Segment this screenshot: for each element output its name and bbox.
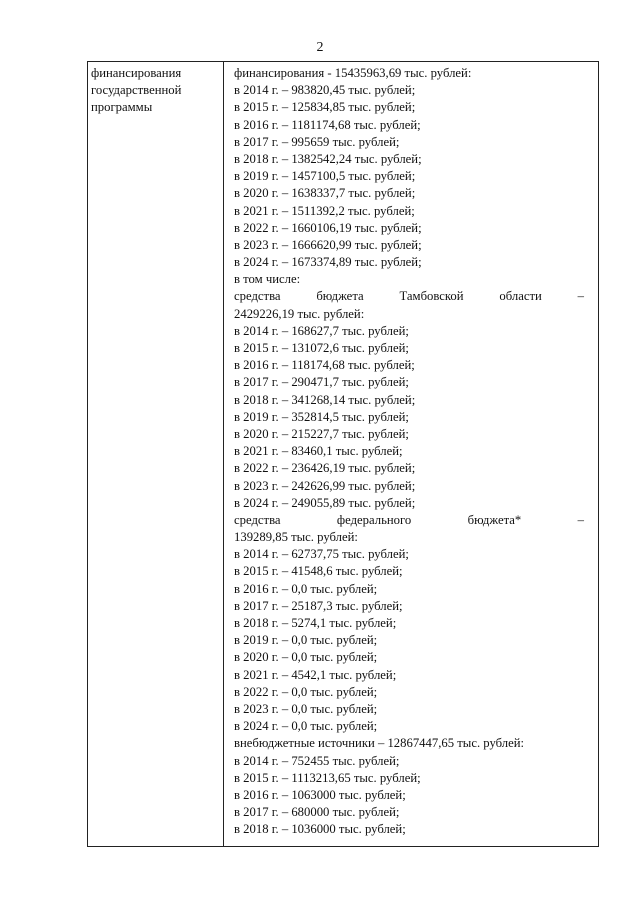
federal-year-line: в 2017 г. – 25187,3 тыс. рублей;: [234, 598, 403, 613]
regional-year-line: в 2024 г. – 249055,89 тыс. рублей;: [234, 495, 416, 510]
regional-year-line: в 2019 г. – 352814,5 тыс. рублей;: [234, 409, 409, 424]
federal-year-line: в 2023 г. – 0,0 тыс. рублей;: [234, 701, 378, 716]
federal-year-line: в 2014 г. – 62737,75 тыс. рублей;: [234, 547, 409, 562]
regional-budget-heading: [234, 288, 584, 305]
federal-heading-word: средства: [234, 512, 281, 527]
regional-heading-word: области: [499, 289, 542, 304]
federal-year-line: в 2015 г. – 41548,6 тыс. рублей;: [234, 564, 403, 579]
total-year-line: в 2024 г. – 1673374,89 тыс. рублей;: [234, 255, 422, 270]
federal-year-line: в 2020 г. – 0,0 тыс. рублей;: [234, 650, 378, 665]
regional-year-line: в 2015 г. – 131072,6 тыс. рублей;: [234, 341, 409, 355]
column-divider: [223, 62, 224, 846]
total-year-line: в 2015 г. – 125834,85 тыс. рублей;: [234, 100, 416, 115]
total-year-line: в 2014 г. – 983820,45 тыс. рублей;: [234, 83, 416, 98]
total-year-line: в 2016 г. – 1181174,68 тыс. рублей;: [234, 117, 421, 132]
total-year-line: в 2023 г. – 1666620,99 тыс. рублей;: [234, 237, 422, 252]
extrabudget-year-line: в 2016 г. – 1063000 тыс. рублей;: [234, 787, 406, 802]
regional-year-line: в 2020 г. – 215227,7 тыс. рублей;: [234, 426, 409, 441]
federal-year-line: в 2019 г. – 0,0 тыс. рублей;: [234, 633, 378, 648]
including-label: в том числе:: [234, 272, 301, 287]
federal-year-line: в 2016 г. – 0,0 тыс. рублей;: [234, 581, 378, 596]
row-label-line: государственной: [91, 83, 182, 98]
federal-heading-word: –: [577, 512, 584, 527]
federal-year-line: в 2022 г. – 0,0 тыс. рублей;: [234, 684, 378, 699]
regional-year-line: в 2017 г. – 290471,7 тыс. рублей;: [234, 375, 409, 390]
row-label-line: финансирования: [91, 66, 182, 80]
federal-year-line: в 2018 г. – 5274,1 тыс. рублей;: [234, 616, 397, 630]
regional-year-line: в 2023 г. – 242626,99 тыс. рублей;: [234, 478, 416, 493]
federal-budget-amount: 139289,85 тыс. рублей:: [234, 530, 358, 545]
regional-year-line: в 2021 г. – 83460,1 тыс. рублей;: [234, 444, 403, 459]
regional-heading-word: –: [577, 289, 584, 304]
page-number: 2: [316, 40, 324, 55]
regional-heading-word: бюджета: [316, 289, 364, 304]
total-financing-line: финансирования - 15435963,69 тыс. рублей:: [234, 66, 472, 80]
regional-year-line: в 2014 г. – 168627,7 тыс. рублей;: [234, 323, 409, 338]
row-value-cell: [234, 65, 584, 838]
total-year-line: в 2018 г. – 1382542,24 тыс. рублей;: [234, 151, 422, 166]
total-year-line: в 2017 г. – 995659 тыс. рублей;: [234, 134, 400, 149]
regional-year-line: в 2016 г. – 118174,68 тыс. рублей;: [234, 358, 415, 373]
total-year-line: в 2022 г. – 1660106,19 тыс. рублей;: [234, 220, 422, 235]
total-year-line: в 2021 г. – 1511392,2 тыс. рублей;: [234, 203, 415, 218]
total-year-line: в 2019 г. – 1457100,5 тыс. рублей;: [234, 169, 416, 184]
regional-year-line: в 2022 г. – 236426,19 тыс. рублей;: [234, 461, 416, 476]
regional-year-line: в 2018 г. – 341268,14 тыс. рублей;: [234, 392, 416, 407]
regional-budget-amount: 2429226,19 тыс. рублей:: [234, 306, 365, 321]
federal-heading-word: федерального: [336, 512, 412, 527]
federal-year-line: в 2021 г. – 4542,1 тыс. рублей;: [234, 667, 397, 682]
federal-heading-word: бюджета*: [467, 512, 522, 527]
regional-heading-word: Тамбовской: [399, 289, 464, 304]
total-year-line: в 2020 г. – 1638337,7 тыс. рублей;: [234, 186, 416, 201]
federal-year-line: в 2024 г. – 0,0 тыс. рублей;: [234, 719, 378, 734]
row-label-cell: [91, 65, 219, 117]
extrabudget-year-line: в 2015 г. – 1113213,65 тыс. рублей;: [234, 770, 421, 785]
federal-budget-heading: [234, 512, 584, 529]
financing-table: [87, 61, 599, 847]
extrabudget-year-line: в 2014 г. – 752455 тыс. рублей;: [234, 753, 400, 768]
extrabudget-year-line: в 2018 г. – 1036000 тыс. рублей;: [234, 822, 406, 837]
row-label-line: программы: [91, 100, 153, 115]
extrabudget-year-line: в 2017 г. – 680000 тыс. рублей;: [234, 805, 400, 820]
regional-heading-word: средства: [234, 289, 281, 304]
extrabudget-heading: внебюджетные источники – 12867447,65 тыс. рублей:: [234, 736, 525, 751]
